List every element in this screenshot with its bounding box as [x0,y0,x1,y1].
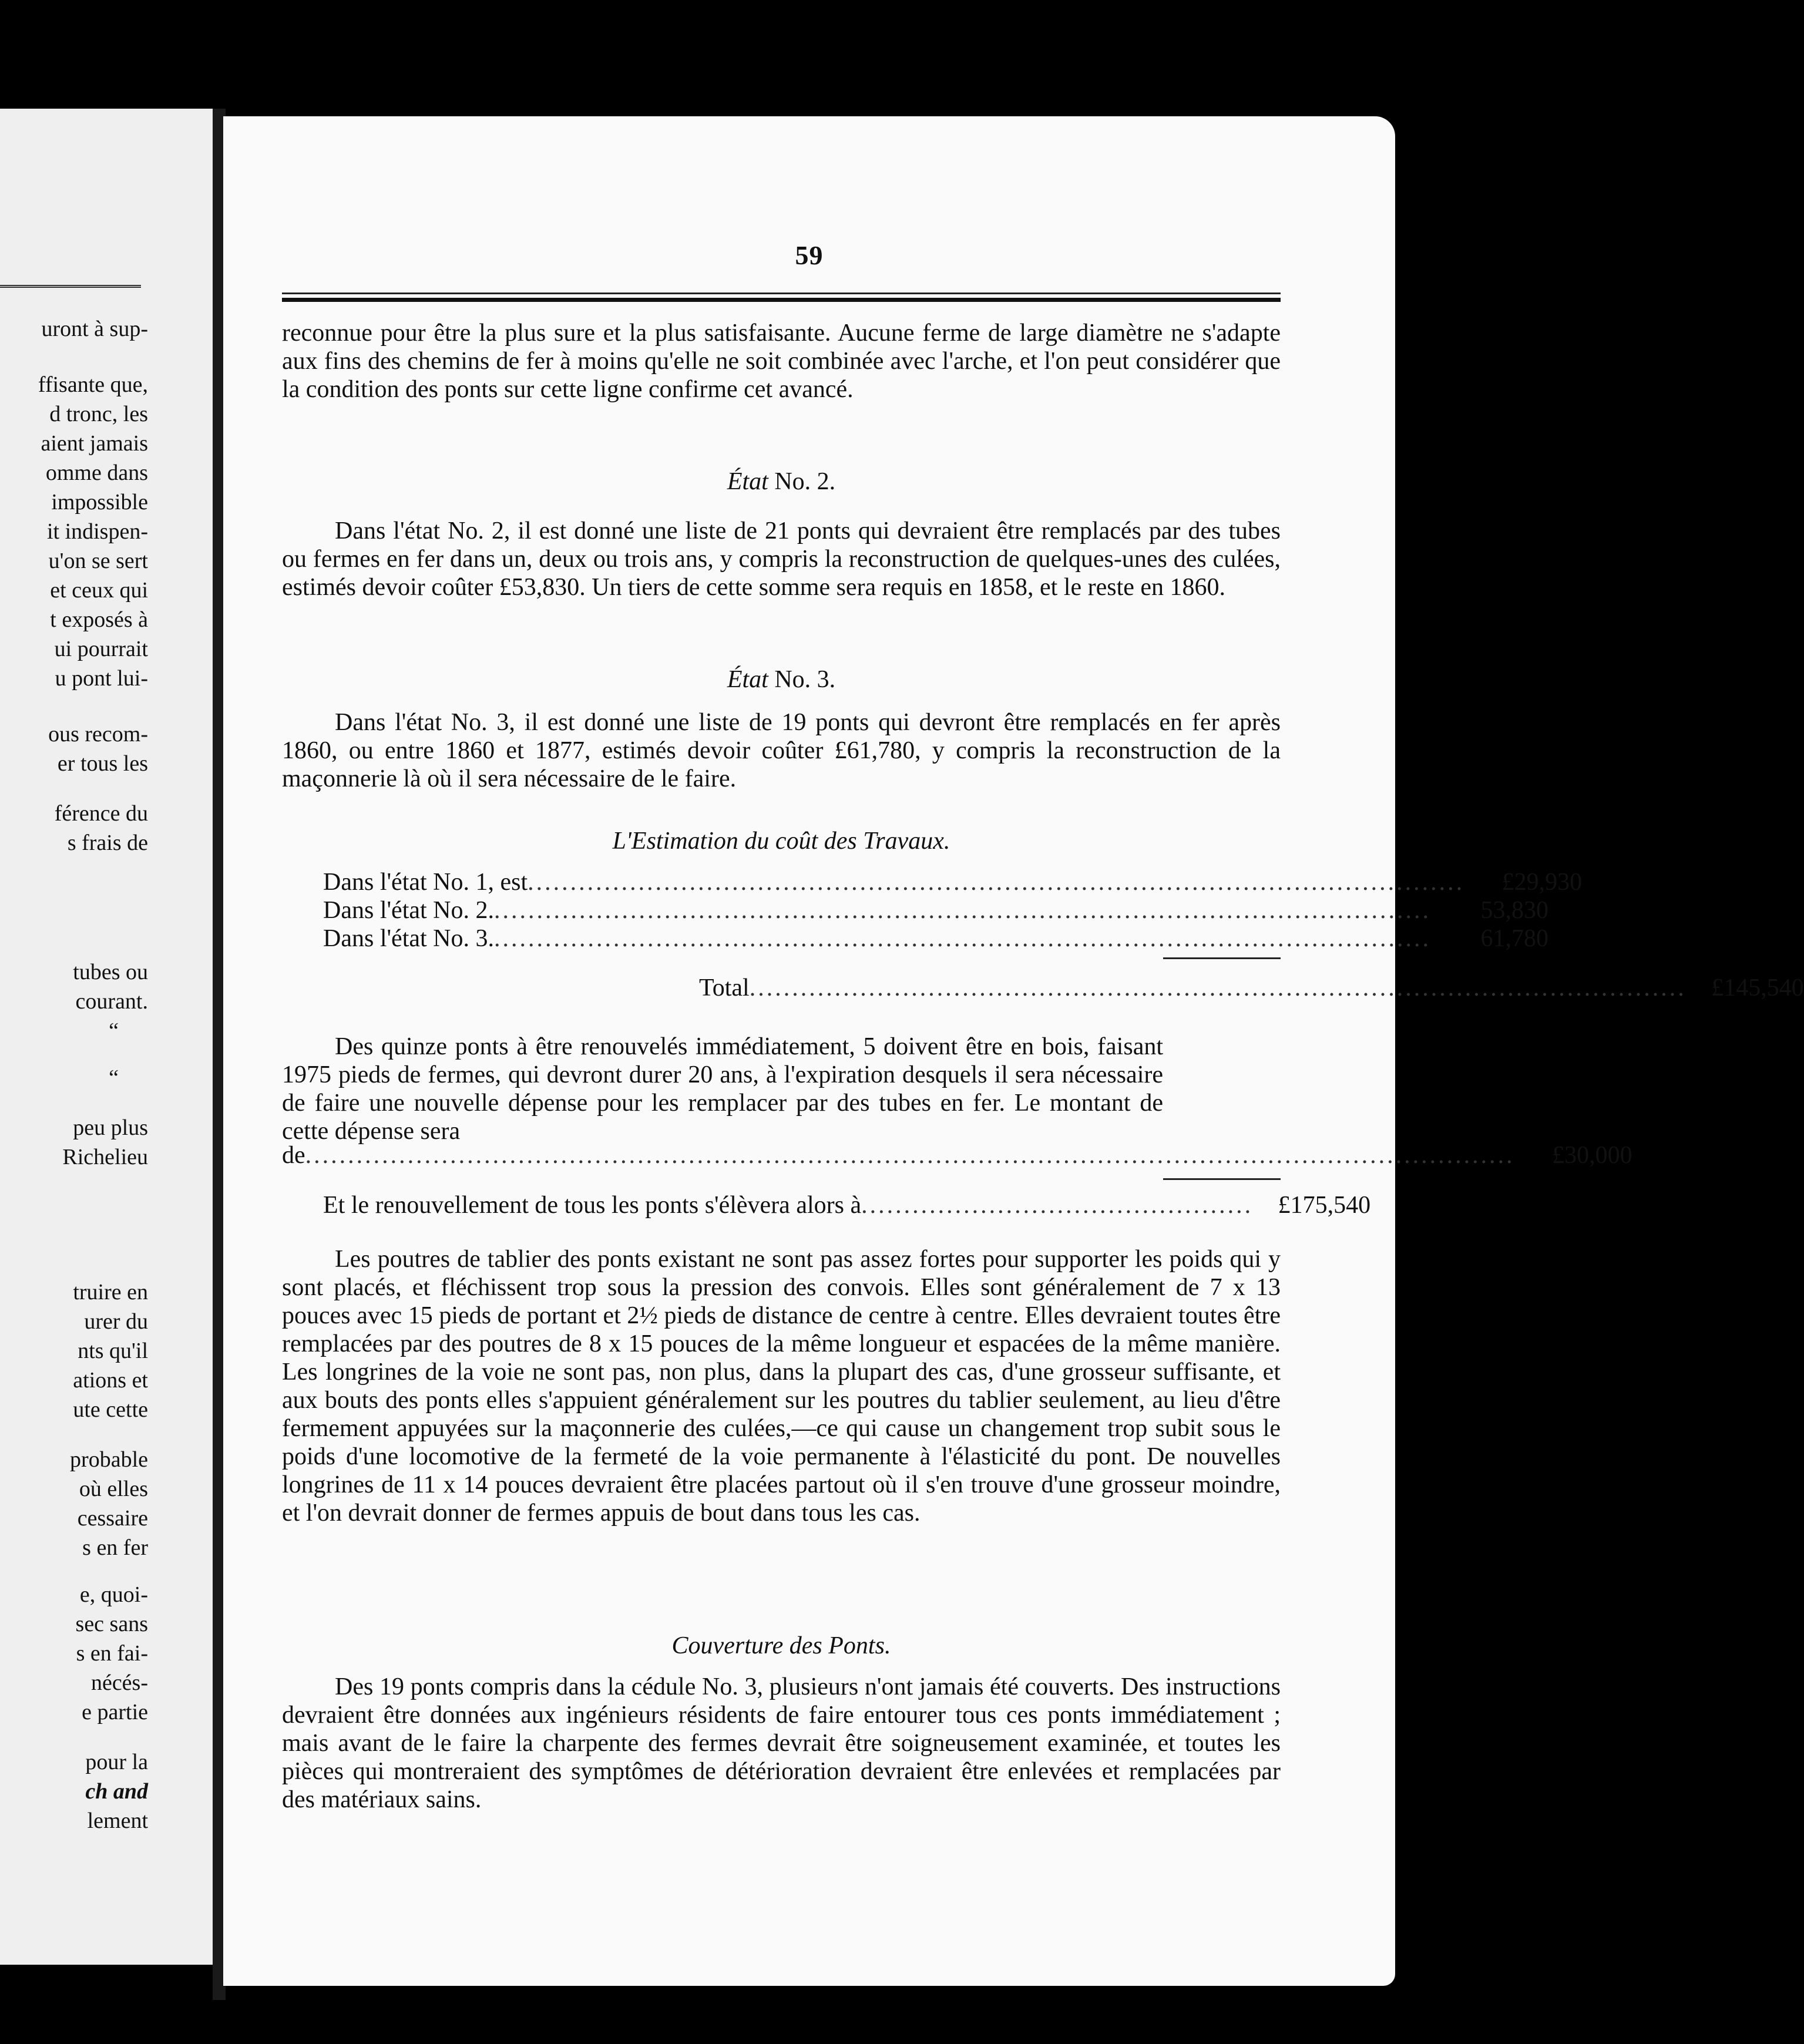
facing-line: u pont lui- [55,666,148,691]
facing-line: “ [109,1065,119,1090]
estimation-row-amount: £29,930 [1501,869,1583,896]
etat-3-heading-number: No. 3. [774,666,836,693]
facing-line: cessaire [77,1506,148,1531]
facing-line: truire en [73,1280,148,1305]
facing-line: uront à sup- [41,317,148,341]
renouvellement-row [323,1191,1371,1219]
estimation-row-1 [323,868,1583,896]
total-label: Total [699,974,750,1001]
facing-page [0,109,213,1965]
header-rule [282,293,1281,302]
poutres-paragraph: Les poutres de tablier des ponts existant ne sont pas assez fortes pour supporter les poids qui y sont placés, et fléchissent trop sous la pression des convois. Elles sont généralement de 7 x 13 pouces avec 15 pieds de portant et 2½ pieds de distance de centre à centre. Elles devraient toutes être remplacées par des poutres de 8 x 15 pouces de la même longueur et espacées de la même manière. Les longrines de la voie ne sont pas, non plus, dans la plupart des cas, d'une grosseur suffisante, et aux bouts des ponts elles s'appuient généralement sur les poutres du tablier seulement, au lieu d'être fermement appuyées sur la maçonnerie des culées,—ce qui cause un changement trop subit sous le poids d'une locomotive de la fermeté de la voie permanente à l'élasticité du pont. De nouvelles longrines de 11 x 14 pouces devraient être placées partout où il s'en trouve d'une grosseur moindre, et l'on devrait donner de fermes appuis de bout dans tous les cas. [282,1246,1281,1527]
etat-3-heading [282,665,1281,694]
etat-3-paragraph: Dans l'état No. 3, il est donné une liste de 19 ponts qui devront être remplacés en fer après 1860, ou entre 1860 et 1877, estimés devoir coûter £61,780, y compris la reconstruction de la maçonnerie là où il sera nécessaire de le faire. [282,709,1281,792]
etat-3-heading-word: État [727,666,768,693]
facing-line: aient jamais [41,431,148,456]
facing-line: s en fai- [76,1641,148,1666]
quinze-paragraph: Des quinze ponts à être renouvelés immédiatement, 5 doivent être en bois, faisant 1975 pieds de fermes, qui devront durer 20 ans, à l'expiration desquels il sera nécessaire de faire une nouvelle dépense pour les remplacer par des tubes en fer. Le montant de cette dépense sera [282,1033,1163,1145]
facing-line: nts qu'il [78,1339,148,1363]
leader-dots: .............................................................................................................. [494,897,1432,924]
facing-line: ations et [73,1368,148,1393]
leader-dots: .............................................. [861,1192,1254,1219]
quinze-amount: £30,000 [1552,1142,1632,1169]
etat-2-heading [282,468,1281,496]
facing-line: nécés- [90,1670,148,1695]
facing-line: tubes ou [73,960,148,984]
estimation-row-3 [323,924,1549,953]
main-page [223,116,1804,1986]
total-amount: £145,540 [1711,974,1804,1001]
facing-line: u'on se sert [48,549,148,573]
estimation-row-label: Dans l'état No. 1, est [323,869,528,896]
quinze-last-label: de [282,1142,305,1169]
estimation-row-label: Dans l'état No. 2. [323,897,495,924]
leader-dots: .............................................................................................................. [749,974,1687,1001]
facing-line: e partie [82,1700,148,1724]
leader-dots: .............................................................................................................................................. [305,1142,1515,1169]
facing-line: probable [70,1447,148,1472]
facing-line: omme dans [45,460,148,485]
sum-rule [1163,957,1281,959]
etat-2-heading-number: No. 2. [774,468,836,495]
sum-rule [1163,1178,1281,1180]
facing-line: peu plus [73,1115,148,1140]
facing-line: courant. [75,989,148,1014]
facing-line: lement [87,1808,148,1833]
facing-line: s frais de [67,831,148,855]
facing-line: d tronc, les [49,402,148,426]
facing-line: férence du [54,801,148,826]
estimation-row-2 [323,896,1549,924]
facing-line: ui pourrait [54,637,148,661]
facing-line: ch and [85,1779,148,1804]
facing-line: Richelieu [62,1145,148,1169]
estimation-row-amount: 53,830 [1480,897,1549,924]
renouvellement-amount: £175,540 [1278,1192,1371,1219]
couverture-paragraph: Des 19 ponts compris dans la cédule No. 3, plusieurs n'ont jamais été couverts. Des instructions devraient être données aux ingénieurs résidents de faire entourer tous ces ponts immédiatement ; mais avant de le faire la charpente des fermes devrait être soigneusement examinée, et toutes les pièces qui montreraient des symptômes de détérioration devraient être enlevées et remplacées par des matériaux sains. [282,1673,1281,1813]
facing-line: où elles [79,1477,148,1501]
facing-line: pour la [85,1750,148,1774]
estimation-total-row [699,974,1804,1002]
estimation-heading: L'Estimation du coût des Travaux. [612,828,950,855]
facing-line: it indispen- [46,519,148,544]
facing-line: “ [109,1018,119,1043]
facing-line: s en fer [82,1535,148,1560]
couverture-heading: Couverture des Ponts. [671,1632,891,1659]
leader-dots: .............................................................................................................. [494,925,1432,952]
facing-line: impossible [51,490,148,515]
estimation-row-amount: 61,780 [1480,925,1549,952]
facing-page-header-rule [0,285,141,288]
facing-line: ous recom- [48,722,148,747]
facing-line: er tous les [57,751,148,776]
facing-line: ute cette [73,1397,148,1422]
etat-2-paragraph: Dans l'état No. 2, il est donné une liste de 21 ponts qui devraient être remplacés par des tubes ou fermes en fer dans un, deux ou trois ans, y compris la reconstruction de quelques-unes des culées, estimés devoir coûter £53,830. Un tiers de cette somme sera requis en 1858, et le reste en 1860. [282,517,1281,601]
quinze-amount-row [282,1141,1632,1169]
facing-line: e, quoi- [79,1582,148,1607]
facing-line: ffisante que, [38,372,148,397]
etat-2-heading-word: État [727,468,768,495]
facing-line: urer du [84,1309,148,1334]
intro-paragraph: reconnue pour être la plus sure et la plus satisfaisante. Aucune ferme de large diamètre ne s'adapte aux fins des chemins de fer à moins qu'elle ne soit combinée avec l'arche, et l'on peut considérer que la condition des ponts sur cette ligne confirme cet avancé. [282,320,1281,403]
leader-dots: .............................................................................................................. [528,869,1465,896]
estimation-row-label: Dans l'état No. 3. [323,925,495,952]
facing-line: sec sans [75,1612,148,1636]
facing-line: et ceux qui [50,578,148,603]
facing-line: t exposés à [50,607,148,632]
page-number: 59 [795,240,824,270]
renouvellement-label: Et le renouvellement de tous les ponts s'élèvera alors à [323,1192,862,1219]
